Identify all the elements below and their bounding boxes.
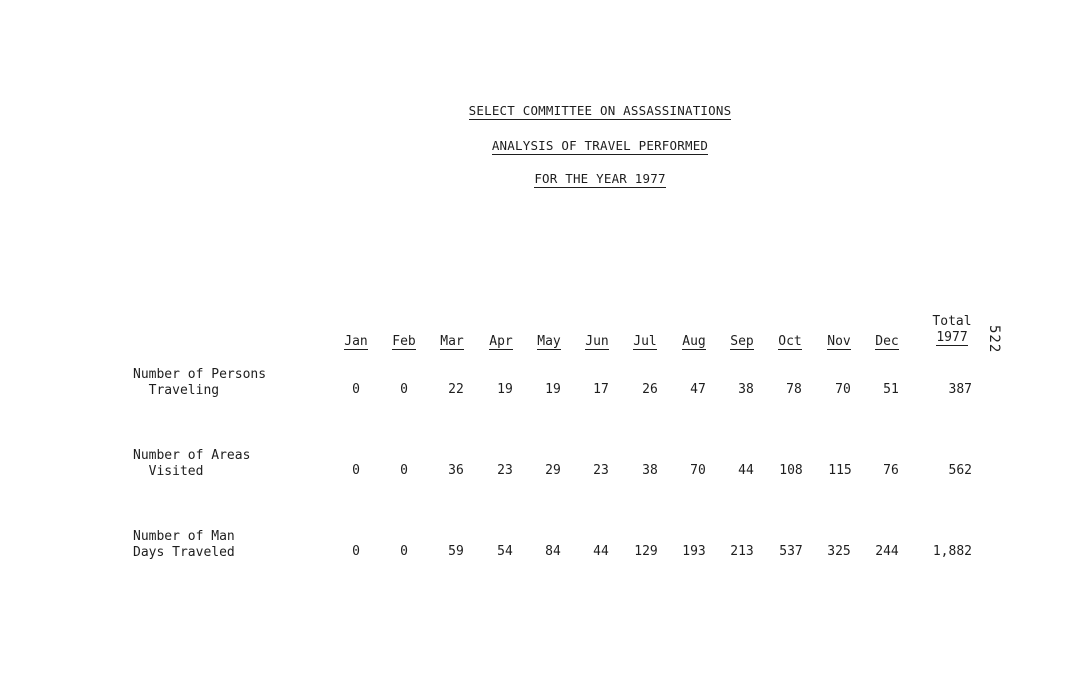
table-cell: 0 (400, 463, 408, 478)
table-cell: 0 (352, 463, 360, 478)
month-header-nov: Nov (827, 334, 851, 349)
report-year: FOR THE YEAR 1977 (534, 171, 666, 186)
month-header-dec: Dec (875, 334, 899, 349)
table-cell: 325 (827, 544, 851, 559)
table-cell: 19 (545, 382, 561, 397)
table-cell: 0 (400, 382, 408, 397)
table-cell: 54 (497, 544, 513, 559)
row-total: 387 (948, 382, 972, 397)
table-cell: 0 (352, 382, 360, 397)
table-cell: 22 (448, 382, 464, 397)
table-cell: 108 (779, 463, 803, 478)
month-header-oct: Oct (778, 334, 802, 349)
table-cell: 23 (593, 463, 609, 478)
table-cell: 38 (738, 382, 754, 397)
month-header-aug: Aug (682, 334, 706, 349)
committee-title: SELECT COMMITTEE ON ASSASSINATIONS (468, 103, 732, 118)
month-header-feb: Feb (392, 334, 416, 349)
month-header-jan: Jan (344, 334, 368, 349)
table-cell: 78 (786, 382, 802, 397)
table-cell: 17 (593, 382, 609, 397)
row-label-areas: Number of Areas Visited (133, 448, 251, 479)
table-cell: 26 (642, 382, 658, 397)
table-cell: 537 (779, 544, 803, 559)
row-total: 1,882 (932, 544, 972, 559)
table-cell: 47 (690, 382, 706, 397)
month-header-sep: Sep (730, 334, 754, 349)
month-header-mar: Mar (440, 334, 464, 349)
table-cell: 213 (730, 544, 754, 559)
total-header-label: Total (932, 314, 972, 329)
table-cell: 23 (497, 463, 513, 478)
table-cell: 44 (593, 544, 609, 559)
table-cell: 76 (883, 463, 899, 478)
table-cell: 19 (497, 382, 513, 397)
table-cell: 38 (642, 463, 658, 478)
table-cell: 0 (352, 544, 360, 559)
table-cell: 70 (835, 382, 851, 397)
table-cell: 59 (448, 544, 464, 559)
month-header-may: May (537, 334, 561, 349)
table-cell: 244 (875, 544, 899, 559)
table-cell: 36 (448, 463, 464, 478)
report-title: ANALYSIS OF TRAVEL PERFORMED (491, 138, 709, 153)
table-cell: 115 (828, 463, 852, 478)
table-cell: 129 (634, 544, 658, 559)
row-label-persons: Number of Persons Traveling (133, 367, 267, 398)
table-cell: 193 (682, 544, 706, 559)
row-total: 562 (948, 463, 972, 478)
row-label-man-days: Number of Man Days Traveled (133, 529, 235, 560)
month-header-jun: Jun (585, 334, 609, 349)
total-header-year: 1977 (936, 330, 968, 345)
table-cell: 29 (545, 463, 561, 478)
table-cell: 0 (400, 544, 408, 559)
table-cell: 70 (690, 463, 706, 478)
table-cell: 51 (883, 382, 899, 397)
month-header-jul: Jul (633, 334, 657, 349)
total-header (918, 314, 986, 346)
page-number: 522 (986, 325, 1002, 354)
table-cell: 44 (738, 463, 754, 478)
table-cell: 84 (545, 544, 561, 559)
month-header-apr: Apr (489, 334, 513, 349)
